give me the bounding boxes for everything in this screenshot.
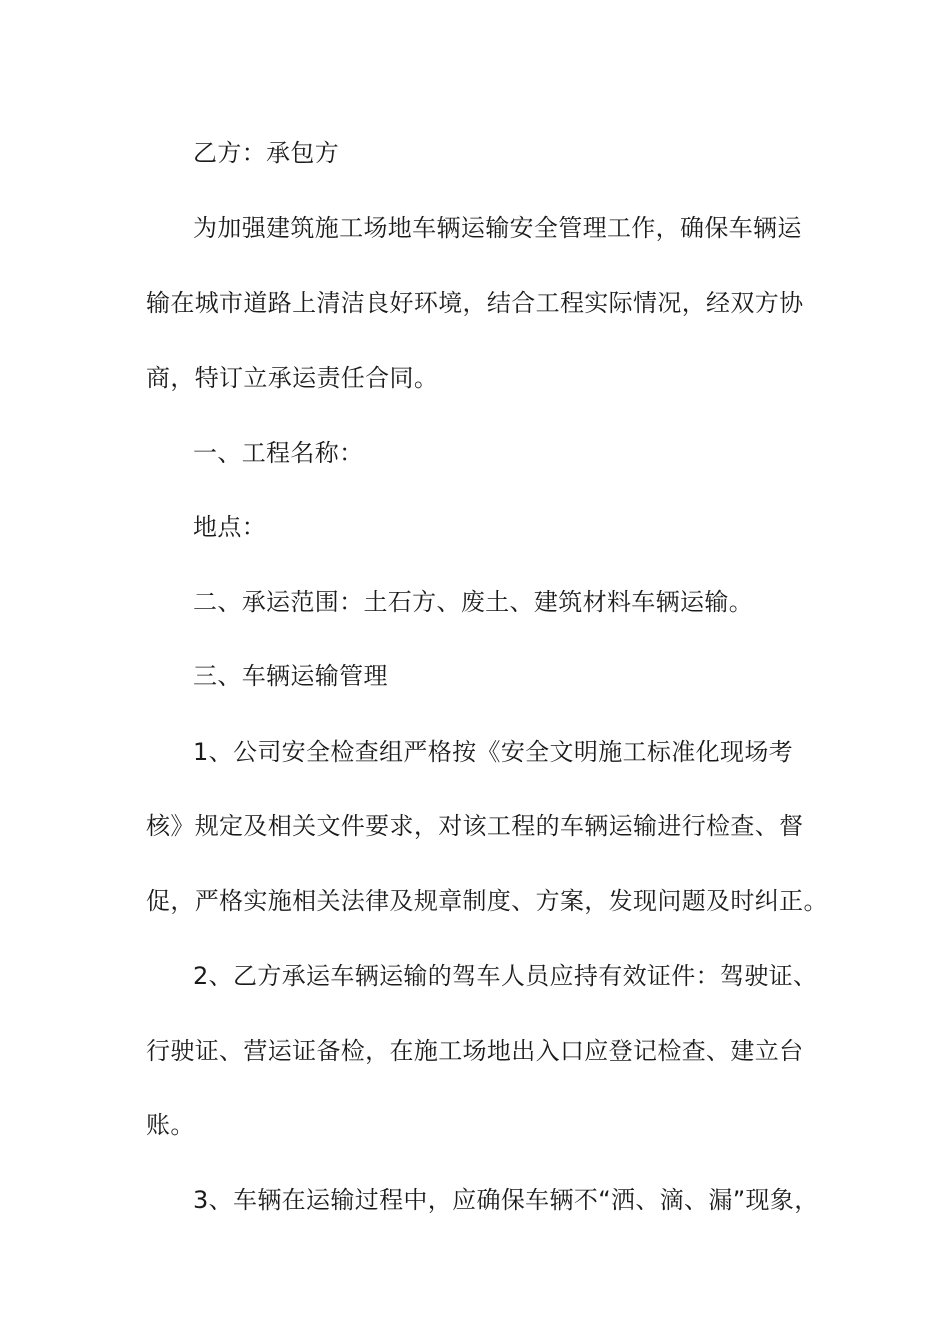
section-heading-vehicle-management: 三、车辆运输管理 [193,662,388,690]
clause-line: 3、车辆在运输过程中，应确保车辆不“洒、滴、漏”现象， [193,1186,819,1214]
paragraph-line: 商，特订立承运责任合同。 [146,364,439,392]
clause-line: 核》规定及相关文件要求，对该工程的车辆运输进行检查、督 [146,812,804,840]
clause-line: 促，严格实施相关法律及规章制度、方案，发现问题及时纠正。 [146,887,828,915]
section-heading-project-name: 一、工程名称： [193,439,364,467]
paragraph-line: 为加强建筑施工场地车辆运输安全管理工作，确保车辆运 [193,214,802,242]
clause-line: 账。 [146,1111,195,1139]
section-heading-scope: 二、承运范围：土石方、废土、建筑材料车辆运输。 [193,588,754,616]
location-line: 地点： [193,513,267,541]
clause-line: 行驶证、营运证备检，在施工场地出入口应登记检查、建立台 [146,1037,804,1065]
party-b-line: 乙方：承包方 [193,139,340,167]
clause-line: 2、乙方承运车辆运输的驾车人员应持有效证件：驾驶证、 [193,962,818,990]
clause-line: 1、公司安全检查组严格按《安全文明施工标准化现场考 [193,738,794,766]
paragraph-line: 输在城市道路上清洁良好环境，结合工程实际情况，经双方协 [146,289,804,317]
